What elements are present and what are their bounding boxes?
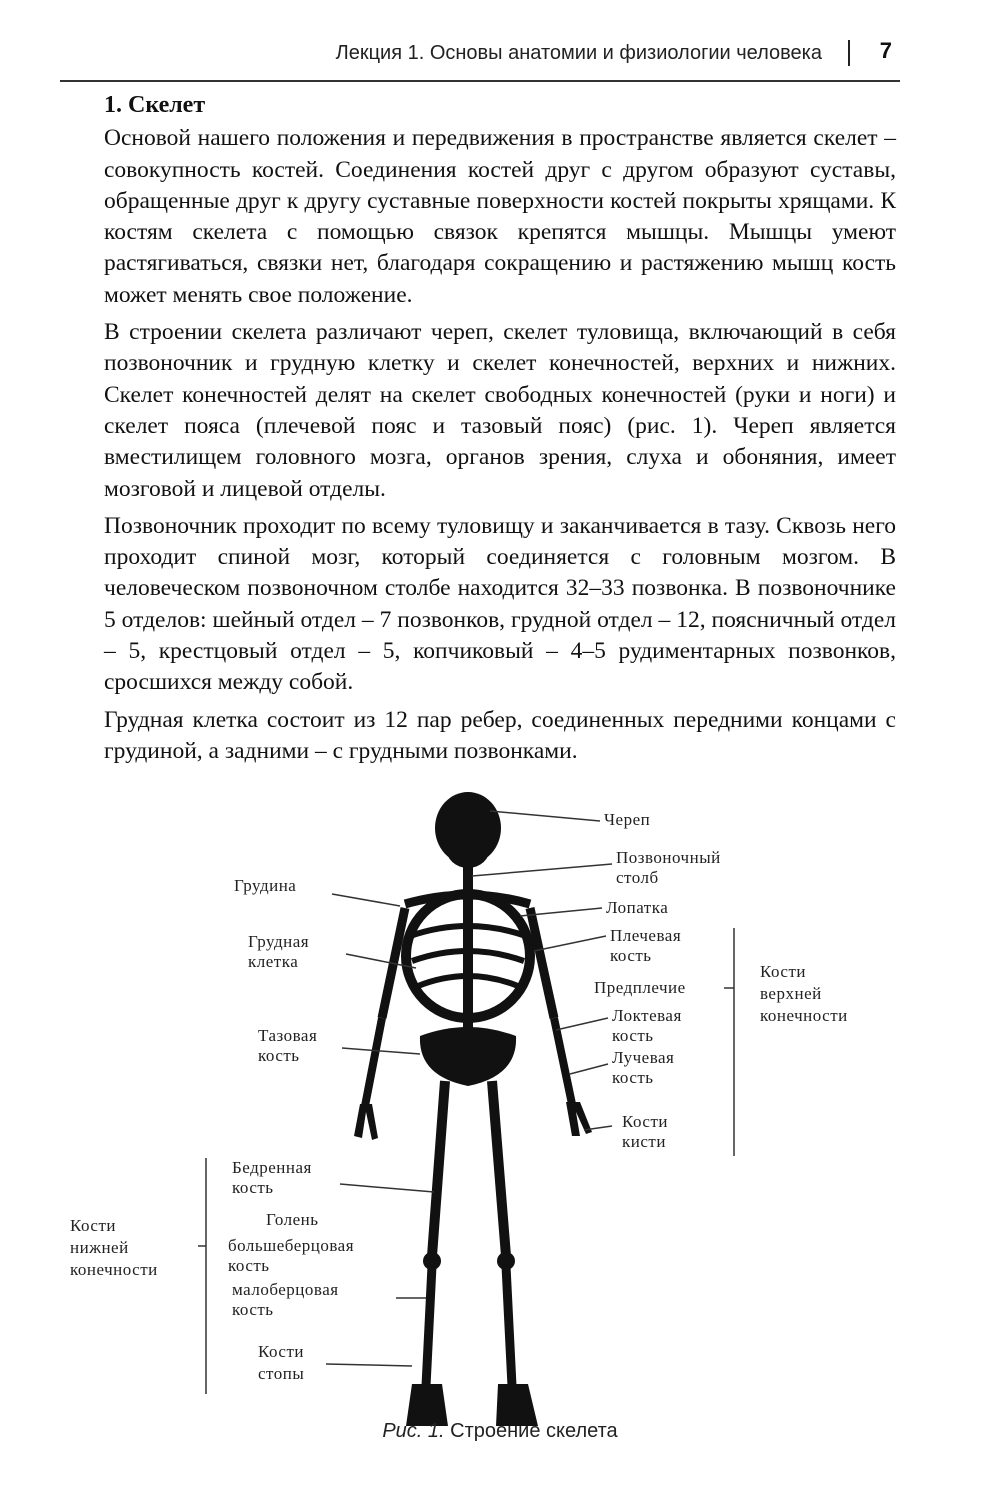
- label-chest-2: клетка: [248, 952, 299, 971]
- skeleton-illustration: [60, 786, 940, 1466]
- label-foot-2: стопы: [258, 1364, 305, 1383]
- label-scapula: Лопатка: [606, 898, 669, 917]
- header-separator: [848, 40, 850, 66]
- label-ulna-1: Локтевая: [612, 1006, 682, 1025]
- label-sternum: Грудина: [234, 876, 297, 895]
- label-radius-2: кость: [612, 1068, 654, 1087]
- label-lower-limb-1: Кости: [70, 1216, 116, 1235]
- label-humerus-2: кость: [610, 946, 652, 965]
- label-shin: Голень: [266, 1210, 319, 1229]
- paragraph-2: В строении скелета различают череп, скелет туловища, включающий в себя позвоночник и грудную клетку и скелет конечностей, верхних и нижних. Скелет конечностей делят на скелет свободных конечностей (руки и ноги) и скелет пояса (плечевой пояс и тазовый пояс) (рис. 1). Череп является вместилищем головного мозга, органов зрения, слуха и обоняния, имеет мозговой и лицевой отделы.: [104, 319, 896, 502]
- label-lower-limb-3: конечности: [70, 1260, 158, 1279]
- label-tibia-1: большеберцовая: [228, 1236, 355, 1255]
- label-femur-1: Бедренная: [232, 1158, 312, 1177]
- label-fibula-2: кость: [232, 1300, 274, 1319]
- label-pelvis-1: Тазовая: [258, 1026, 318, 1045]
- label-upper-limb-2: верхней: [760, 984, 822, 1003]
- paragraph-4: Грудная клетка состоит из 12 пар ребер, соединенных передними концами с грудиной, а задними – с грудными позвонками.: [104, 706, 896, 764]
- caption-prefix: Рис. 1.: [382, 1420, 445, 1442]
- label-humerus-1: Плечевая: [610, 926, 682, 945]
- label-lower-limb-2: нижней: [70, 1238, 129, 1257]
- label-skull: Череп: [604, 810, 651, 829]
- label-hand-1: Кости: [622, 1112, 668, 1131]
- section-title: 1. Скелет: [104, 92, 206, 118]
- caption-text: Строение скелета: [450, 1420, 618, 1442]
- label-femur-2: кость: [232, 1178, 274, 1197]
- body-text: [104, 90, 896, 767]
- label-forearm: Предплечие: [594, 978, 686, 997]
- label-upper-limb-3: конечности: [760, 1006, 848, 1025]
- label-upper-limb-1: Кости: [760, 962, 806, 981]
- skeleton-figure: [60, 786, 940, 1466]
- paragraph-3: Позвоночник проходит по всему туловищу и заканчивается в тазу. Сквозь него проходит спиной мозг, который соединяется с головным мозгом. В человеческом позвоночном столбе находится 32–33 позвонка. В позвоночнике 5 отделов: шейный отдел – 7 позвонков, грудной отдел – 12, поясничный отдел – 5, крестцовый отдел – 5, копчиковый – 4–5 рудиментарных позвонков, сросшихся между собой.: [104, 512, 896, 696]
- label-ulna-2: кость: [612, 1026, 654, 1045]
- label-spine-2: столб: [616, 868, 659, 887]
- label-foot-1: Кости: [258, 1342, 304, 1361]
- label-chest-1: Грудная: [248, 932, 310, 951]
- label-fibula-1: малоберцовая: [232, 1280, 339, 1299]
- page-number: 7: [879, 38, 892, 63]
- running-title: Лекция 1. Основы анатомии и физиологии человека: [335, 42, 822, 64]
- label-tibia-2: кость: [228, 1256, 270, 1275]
- label-radius-1: Лучевая: [612, 1048, 675, 1067]
- paragraph-1: Основой нашего положения и передвижения в пространстве является скелет – совокупность костей. Соединения костей друг с другом образуют суставы, обращенные друг к другу суставные поверхности костей покрыты хрящами. К костям скелета с помощью связок крепятся мышцы. Мышцы умеют растягиваться, связки нет, благодаря сокращению и растяжению мышц кость может менять свое положение.: [104, 125, 896, 308]
- running-header: [60, 28, 900, 82]
- label-pelvis-2: кость: [258, 1046, 300, 1065]
- figure-caption: [0, 1420, 1000, 1443]
- label-hand-2: кисти: [622, 1132, 666, 1151]
- label-spine-1: Позвоночный: [616, 848, 721, 867]
